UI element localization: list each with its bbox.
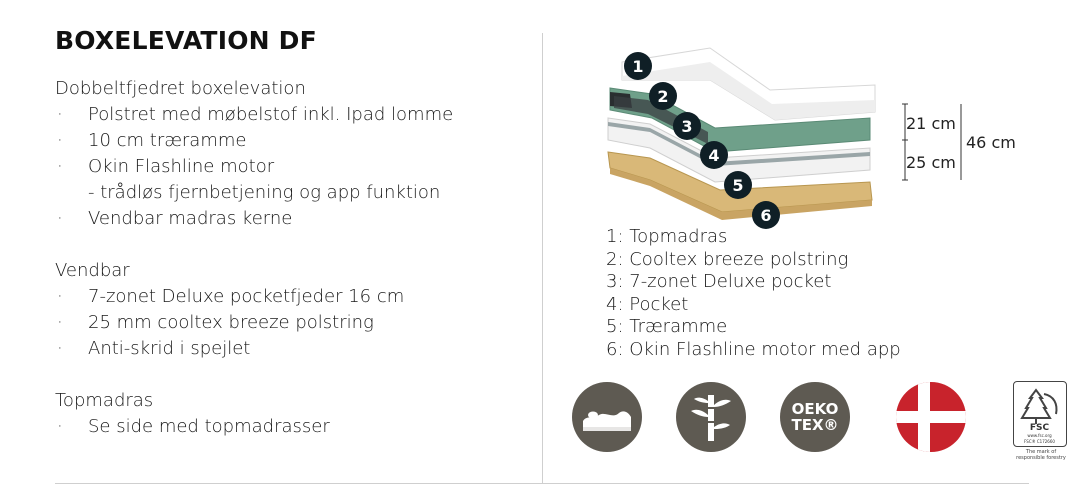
section-heading: Topmadras [55, 390, 154, 411]
svg-text:4: 4 [708, 146, 720, 165]
legend-item: 1: Topmadras [606, 226, 728, 247]
legend-item: 5: Træramme [606, 316, 728, 338]
page-title: BOXELEVATION DF [55, 26, 317, 55]
vertical-divider [542, 33, 543, 483]
section-topmadras [55, 388, 525, 440]
marker-1 [624, 52, 652, 80]
feature-list [55, 76, 525, 440]
dim-total-label: 46 cm [966, 133, 1016, 152]
legend-item: 4: Pocket [606, 293, 689, 315]
list-item: · Okin Flashline motor [57, 156, 275, 177]
list-item: · Anti-skrid i spejlet [57, 338, 251, 359]
list-item: · Vendbar madras kerne [57, 208, 293, 229]
bottom-rule [55, 483, 1029, 484]
mattress-layers-illustration [590, 40, 880, 235]
list-item: · Se side med topmadrasser [57, 416, 330, 437]
legend-item: 6: Okin Flashline motor med app [606, 338, 901, 360]
section-heading: Dobbeltfjedret boxelevation [55, 78, 306, 99]
marker-6 [752, 201, 780, 229]
list-item: · 10 cm træramme [57, 130, 247, 151]
dim-bottom-label: 25 cm [906, 153, 956, 172]
layer-legend [606, 226, 901, 362]
fsc-tagline: The mark of responsible forestry [1016, 449, 1066, 461]
marker-4 [700, 141, 728, 169]
section-heading: Vendbar [55, 260, 130, 281]
height-dimensions [900, 100, 1050, 190]
svg-text:2: 2 [657, 87, 669, 106]
marker-5 [724, 171, 752, 199]
fsc-logo-icon: FSC www.fsc.org FSC® C172660 [1013, 381, 1067, 447]
marker-3 [673, 112, 701, 140]
list-subitem: - trådløs fjernbetjening og app funktion [88, 182, 441, 203]
svg-text:3: 3 [681, 117, 693, 136]
bamboo-icon [676, 382, 746, 452]
legend-item: 2: Cooltex breeze polstring [606, 248, 849, 270]
section-boxelevation [55, 76, 525, 232]
section-vendbar [55, 258, 525, 362]
list-item: · Polstret med møbelstof inkl. Ipad lomme [57, 104, 454, 125]
mattress-icon [572, 382, 642, 452]
dim-top-label: 21 cm [906, 114, 956, 133]
svg-text:5: 5 [732, 176, 744, 195]
list-item: · 7-zonet Deluxe pocketfjeder 16 cm [57, 286, 405, 307]
list-item: · 25 mm cooltex breeze polstring [57, 312, 374, 333]
oeko-tex-icon: OEKO TEX® [780, 382, 850, 452]
svg-text:6: 6 [760, 206, 772, 225]
svg-text:1: 1 [632, 57, 644, 76]
danish-flag-icon [896, 382, 966, 452]
marker-2 [649, 82, 677, 110]
legend-item: 3: 7-zonet Deluxe pocket [606, 271, 832, 293]
